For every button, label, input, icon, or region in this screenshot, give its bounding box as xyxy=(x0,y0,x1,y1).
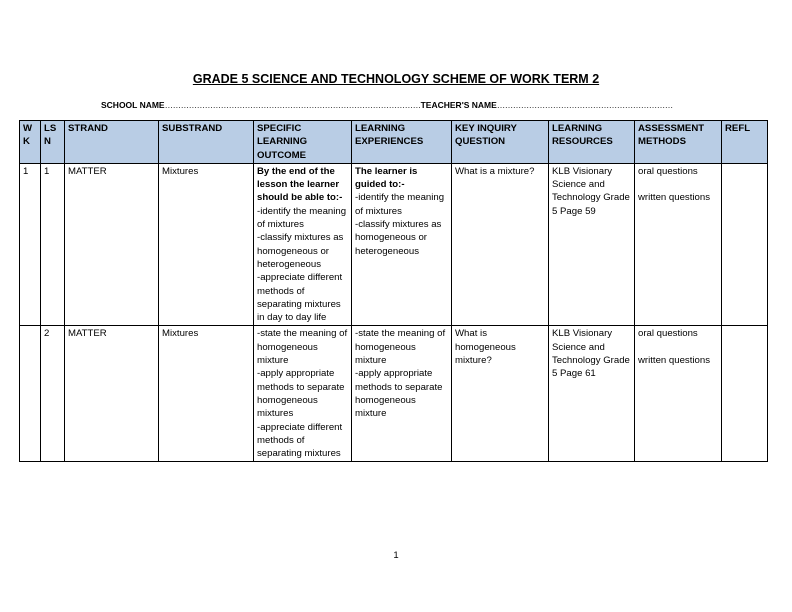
experience-item: -classify mixtures as homogeneous or heterogeneous xyxy=(355,219,442,257)
cell-assessment xyxy=(635,163,722,326)
assessment-item: written questions xyxy=(638,192,710,204)
outcome-item: -appreciate different methods of separating mixtures xyxy=(257,421,343,460)
cell-lsn: 2 xyxy=(41,326,65,462)
page-number: 1 xyxy=(393,550,399,561)
experience-item: -state the meaning of homogeneous mixture xyxy=(355,328,446,367)
cell-experiences xyxy=(352,163,452,326)
cell-substrand: Mixtures xyxy=(159,163,254,326)
table-header-row xyxy=(20,121,768,164)
col-substrand: SUBSTRAND xyxy=(159,121,254,164)
cell-refl xyxy=(722,163,768,326)
cell-assessment xyxy=(635,326,722,462)
scheme-of-work-table xyxy=(19,120,768,462)
outcome-item: -state the meaning of homogeneous mixture xyxy=(257,328,348,367)
cell-outcome xyxy=(254,163,352,326)
col-wk: W K xyxy=(20,121,41,164)
outcome-item: -classify mixtures as homogeneous or heterogeneous xyxy=(257,232,344,270)
cell-strand: MATTER xyxy=(65,326,159,462)
col-outcome: SPECIFIC LEARNING OUTCOME xyxy=(254,121,352,164)
col-resources: LEARNING RESOURCES xyxy=(549,121,635,164)
outcome-item: -identify the meaning of mixtures xyxy=(257,205,347,231)
document-title: GRADE 5 SCIENCE AND TECHNOLOGY SCHEME OF WORK TERM 2 xyxy=(192,72,600,86)
cell-inquiry: What is homogeneous mixture? xyxy=(452,326,549,462)
col-experiences: LEARNING EXPERIENCES xyxy=(352,121,452,164)
outcome-intro: By the end of the lesson the learner should be able to:- xyxy=(257,165,343,204)
cell-wk xyxy=(20,326,41,462)
assessment-item: oral questions xyxy=(638,328,698,340)
cell-substrand: Mixtures xyxy=(159,326,254,462)
cell-experiences xyxy=(352,326,452,462)
teacher-name-dots: ………………………………………………………… xyxy=(496,100,673,110)
assessment-item: oral questions xyxy=(638,165,698,177)
col-lsn: LS N xyxy=(41,121,65,164)
cell-outcome xyxy=(254,326,352,462)
cell-refl xyxy=(722,326,768,462)
school-name-label: SCHOOL NAME xyxy=(101,100,165,110)
col-strand: STRAND xyxy=(65,121,159,164)
col-refl: REFL xyxy=(722,121,768,164)
outcome-item: -apply appropriate methods to separate homogeneous mixtures xyxy=(257,368,345,420)
header-line xyxy=(101,100,673,110)
cell-lsn: 1 xyxy=(41,163,65,326)
experiences-intro: The learner is guided to:- xyxy=(355,165,418,191)
col-assessment: ASSESSMENT METHODS xyxy=(635,121,722,164)
experience-item: -apply appropriate methods to separate homogeneous mixture xyxy=(355,368,443,420)
cell-resources: KLB Visionary Science and Technology Grade 5 Page 59 xyxy=(549,163,635,326)
cell-strand: MATTER xyxy=(65,163,159,326)
col-inquiry: KEY INQUIRY QUESTION xyxy=(452,121,549,164)
assessment-item: written questions xyxy=(638,354,710,366)
experience-item: -identify the meaning of mixtures xyxy=(355,192,445,217)
table-row xyxy=(20,326,768,462)
teacher-name-label: TEACHER'S NAME xyxy=(420,100,497,110)
cell-resources: KLB Visionary Science and Technology Grade 5 Page 61 xyxy=(549,326,635,462)
outcome-item: -appreciate different methods of separating mixtures in day to day life xyxy=(257,272,343,324)
cell-inquiry: What is a mixture? xyxy=(452,163,549,326)
table-row xyxy=(20,163,768,326)
school-name-dots: …………………………………………………………………………………… xyxy=(164,100,421,110)
cell-wk: 1 xyxy=(20,163,41,326)
